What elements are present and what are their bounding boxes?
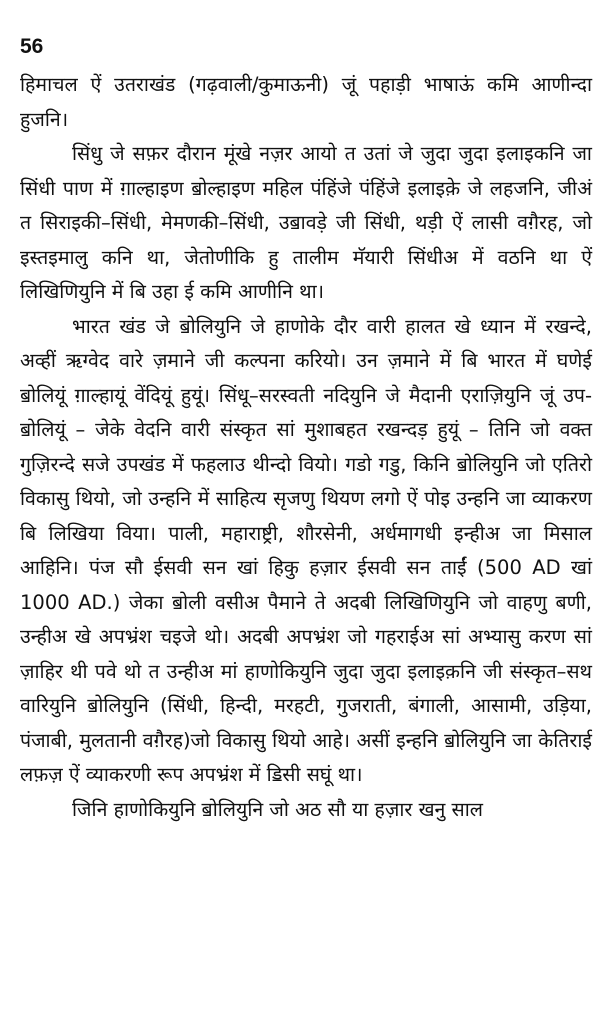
paragraph-1: हिमाचल ऐं उतराखंड (गढ़वाली/कुमाऊनी) जूं पहाड़ी भाषाऊं कमि आणीन्दा हुजनि। xyxy=(20,73,592,131)
paragraph-3: भारत खंड जे ॿोलियुनि जे हाणोके दौर वारी हालत खे ध्यान में रखन्दे, अव्हीं ऋग्वेद वारे ज़माने जी कल्पना करियो। उन ज़माने में बि भारत में घणेई ॿोलियूं ग़ाल्हायूं वेंदियूं हुयूं। सिंधू–सरस्वती नदियुनि जे मैदानी एराज़ियुनि जूं उप-ॿोलियूं – जेके वेदनि वारी संस्कृत सां मुशाबहत रखन्दड़ हुयूं – तिनि जो वक्त गुज़िरन्दे सजे उपखंड में फहलाउ थीन्दो वियो। गडो गडु, किनि ॿोलियुनि जो एतिरो विकासु थियो, जो उन्हनि में साहित्य सृजणु थियण लगो ऐं पोइ उन्हनि जा व्याकरण बि लिखिया विया। पाली, महाराष्ट्री, शौरसेनी, अर्धमागधी इन्हीअ जा मिसाल आहिनि। पंज सौ ईसवी सन खां हिकु हज़ार ईसवी सन ताईं (500 AD खां 1000 AD.) जेका ॿोली वसीअ पैमाने ते अदबी लिखिणियुनि जो वाहणु बणी, उन्हीअ खे अपभ्रंश चइजे थो। अदबी अपभ्रंश जो गहराईअ सां अभ्यासु करण सां ज़ाहिर थी पवे थो त उन्हीअ मां हाणोकियुनि जुदा जुदा इलाइक़नि जी संस्कृत–सथ वारियुनि ॿोलियुनि (सिंधी, हिन्दी, मरहटी, गुजराती, बंगाली, आसामी, उड़िया, पंजाबी, मुलतानी वग़ैरह)जो विकासु थियो आहे। असीं इन्हनि ॿोलियुनि जा केतिराई लफ़ज़ ऐं व्याकरणी रूप अपभ्रंश में ॾिसी सघूं था। xyxy=(20,314,592,786)
page-number: 56 xyxy=(20,35,44,58)
paragraph-2: सिंधु जे सफ़र दौरान मूंखे नज़र आयो त उतां जे जुदा जुदा इलाइकनि जा सिंधी पाण में ग़ाल्हाइण ॿोल्हाइण महिल पंहिंजे पंहिंजे इलाइक़े जे लहजनि, जीअं त सिराइकी–सिंधी, मेमणकी–सिंधी, उॿावड़े जी सिंधी, थड़ी ऐं लासी वग़ैरह, जो इस्तइमालु कनि था, जेतोणीकि हु तालीम मॅयारी सिंधीअ में वठनि था ऐं लिखिणियुनि में बि उहा ई कमि आणीनि था। xyxy=(20,142,592,303)
paragraph-4: जिनि हाणोकियुनि ॿोलियुनि जो अठ सौ या हज़ार खनु साल xyxy=(72,797,483,821)
body-text xyxy=(20,68,592,827)
